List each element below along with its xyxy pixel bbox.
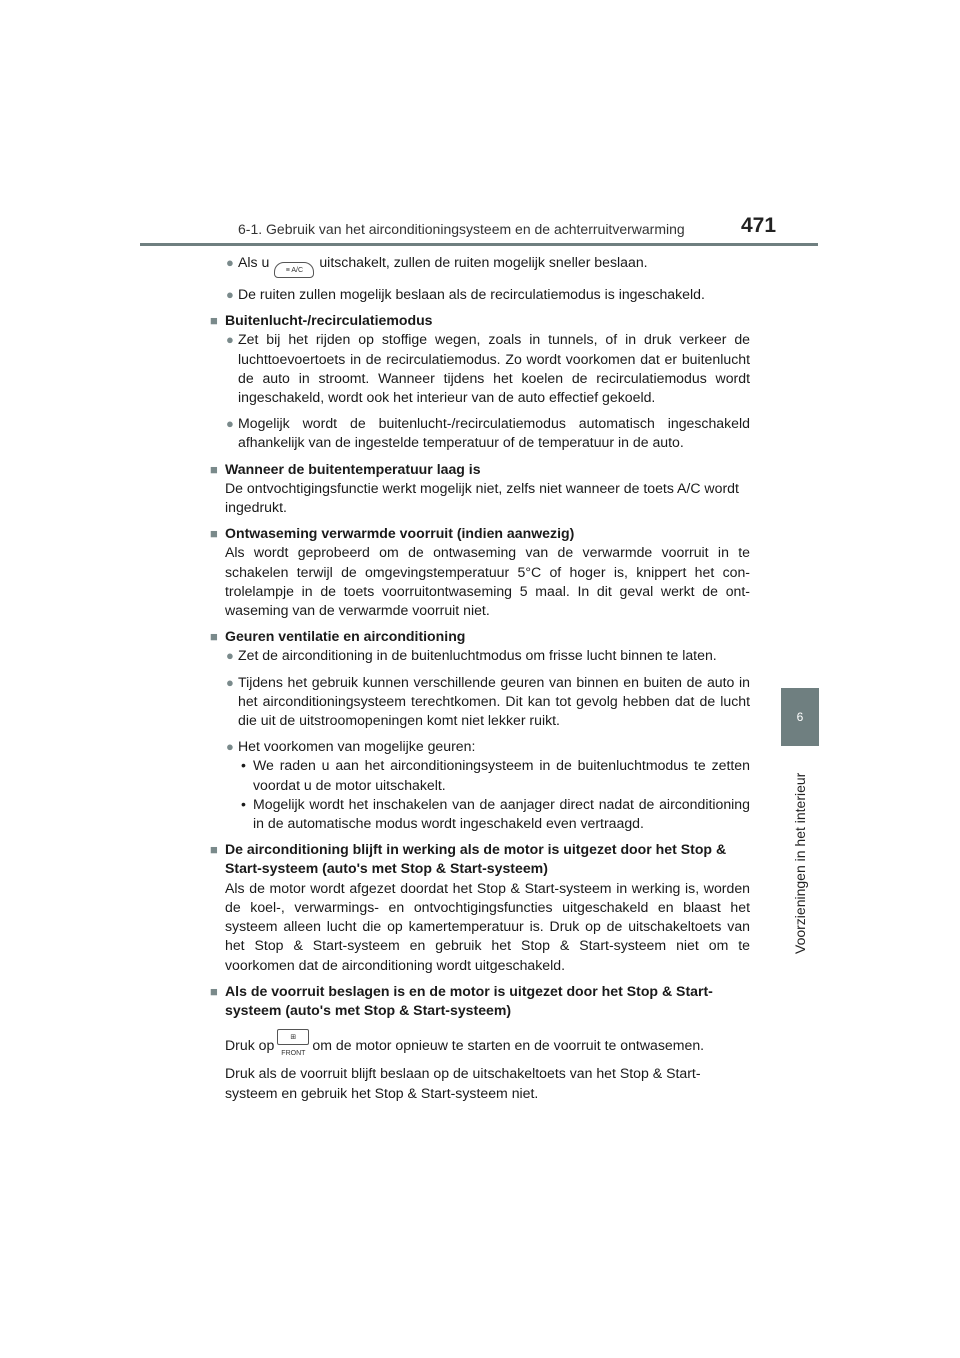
bullet-icon: ● [226,255,234,270]
small-bullet-icon: • [241,795,246,812]
bullet-icon: ● [226,332,234,348]
square-bullet-icon: ■ [210,629,218,645]
paragraph: Druk als de voorruit blijft beslaan op de uitschakeltoets van het Stop & Start-systeem en gebruik het Stop & Start-systeem niet. [225,1065,701,1101]
section-heading: ■ Geuren ventilatie en airconditioning [210,627,750,646]
section-heading: ■ De airconditioning blijft in werking als de motor is uitgezet door het Stop & Start-systeem (auto's met Stop & Start-systeem) [210,841,727,877]
section-heading: ■ Ontwaseming verwarmde voorruit (indien aanwezig) [210,524,750,543]
sub-list-item: • We raden u aan het airconditioningsysteem in de buitenluchtmodus te zetten voordat u de motor uitschakelt. [241,757,750,793]
square-bullet-icon: ■ [210,461,218,477]
bullet-icon: ● [226,739,234,755]
square-bullet-icon: ■ [210,313,218,329]
section-heading: ■ Buitenlucht-/recirculatiemodus [210,311,750,330]
bullet-icon: ● [226,287,234,302]
bullet-icon: ● [226,416,234,432]
paragraph: Druk op ⊞ FRONTom de motor opnieuw te starten en de voorruit te ontwasemen. [210,1029,750,1055]
section-heading: ■ Wanneer de buitentemperatuur laag is [210,460,750,479]
running-header: 6-1. Gebruik van het airconditioningsysteem en de achterruitverwarming [238,221,685,237]
sub-list-item: • Mogelijk wordt het inschakelen van de aanjager direct nadat de airconditioning in de automatische modus wordt ingeschakeld even vertraagd. [241,795,750,832]
bullet-item: ● Als u≡ A/Cuitschakelt, zullen de ruiten mogelijk sneller beslaan. [210,253,750,278]
paragraph: Als de motor wordt afgezet doordat het Stop & Start-systeem in werking is, worden de koel-, verwarmings- en ontvochtigingsfuncties uitgeschakeld en blaast het systeem alleen lucht die op kamertemperatuur is. Druk op de uitschakeltoets van het Stop & Start-systeem en gebruik het Stop & Start-systeem niet om te voorkomen dat de airconditioning wordt uitgeschakeld. [225,879,750,973]
bullet-item: ● Zet bij het rijden op stoffige wegen, zoals in tunnels, of in druk verkeer de luchttoevoertoets in de recirculatiemodus. Zo wordt voorkomen dat er buitenlucht de auto in stroomt. Wanneer tijdens het koelen de recirculatiemodus wordt ingeschakeld, wordt ook het interieur van de auto effectief gekoeld. [226,331,750,406]
bullet-icon: ● [226,674,234,690]
chapter-label: Voorzieningen in het interieur [792,772,808,954]
bullet-icon: ● [226,648,234,664]
ac-button-icon: ≡ A/C [274,262,314,278]
paragraph: De ontvochtigingsfunctie werkt mogelijk niet, zelfs niet wanneer de toets A/C wordt ingedrukt. [225,479,739,516]
bullet-item: ● De ruiten zullen mogelijk beslaan als de recirculatiemodus is ingeschakeld. [210,285,750,304]
square-bullet-icon: ■ [210,842,218,858]
small-bullet-icon: • [241,757,246,774]
section-heading: ■ Als de voorruit beslagen is en de motor is uitgezet door het Stop & Start-systeem (auto's met Stop & Start-systeem) [210,982,713,1018]
bullet-item: ● Tijdens het gebruik kunnen verschillende geuren van binnen en buiten de auto in het airconditioningsysteem terechtkomen. Dit kan tot gevolg hebben dat de lucht die uit de uitstroomopeningen komt niet lekker ruikt. [226,673,750,729]
page-content [210,253,750,1103]
header-divider [140,243,818,246]
square-bullet-icon: ■ [210,983,218,999]
chapter-number: 6 [796,710,804,724]
page-number: 471 [741,214,777,237]
chapter-tab [781,688,819,746]
paragraph: Als wordt geprobeerd om de ontwaseming van de verwarmde voorruit in te schakelen terwijl de omgevingstemperatuur 5°C of hoger is, knippert het controlelampje in de toets voorruitontwaseming 5 maal. In dit geval werkt de ontwaseming van de verwarmde voorruit niet. [225,544,750,619]
front-defogger-button-icon: ⊞ FRONT [277,1029,309,1045]
bullet-item: ● Het voorkomen van mogelijke geuren: [210,737,750,756]
square-bullet-icon: ■ [210,526,218,542]
bullet-item: ● Mogelijk wordt de buitenlucht-/recirculatiemodus automatisch ingeschakeld afhankelijk van de ingestelde temperatuur of de temperatuur in de auto. [226,415,750,451]
bullet-item: ● Zet de airconditioning in de buitenluchtmodus om frisse lucht binnen te laten. [210,646,750,665]
